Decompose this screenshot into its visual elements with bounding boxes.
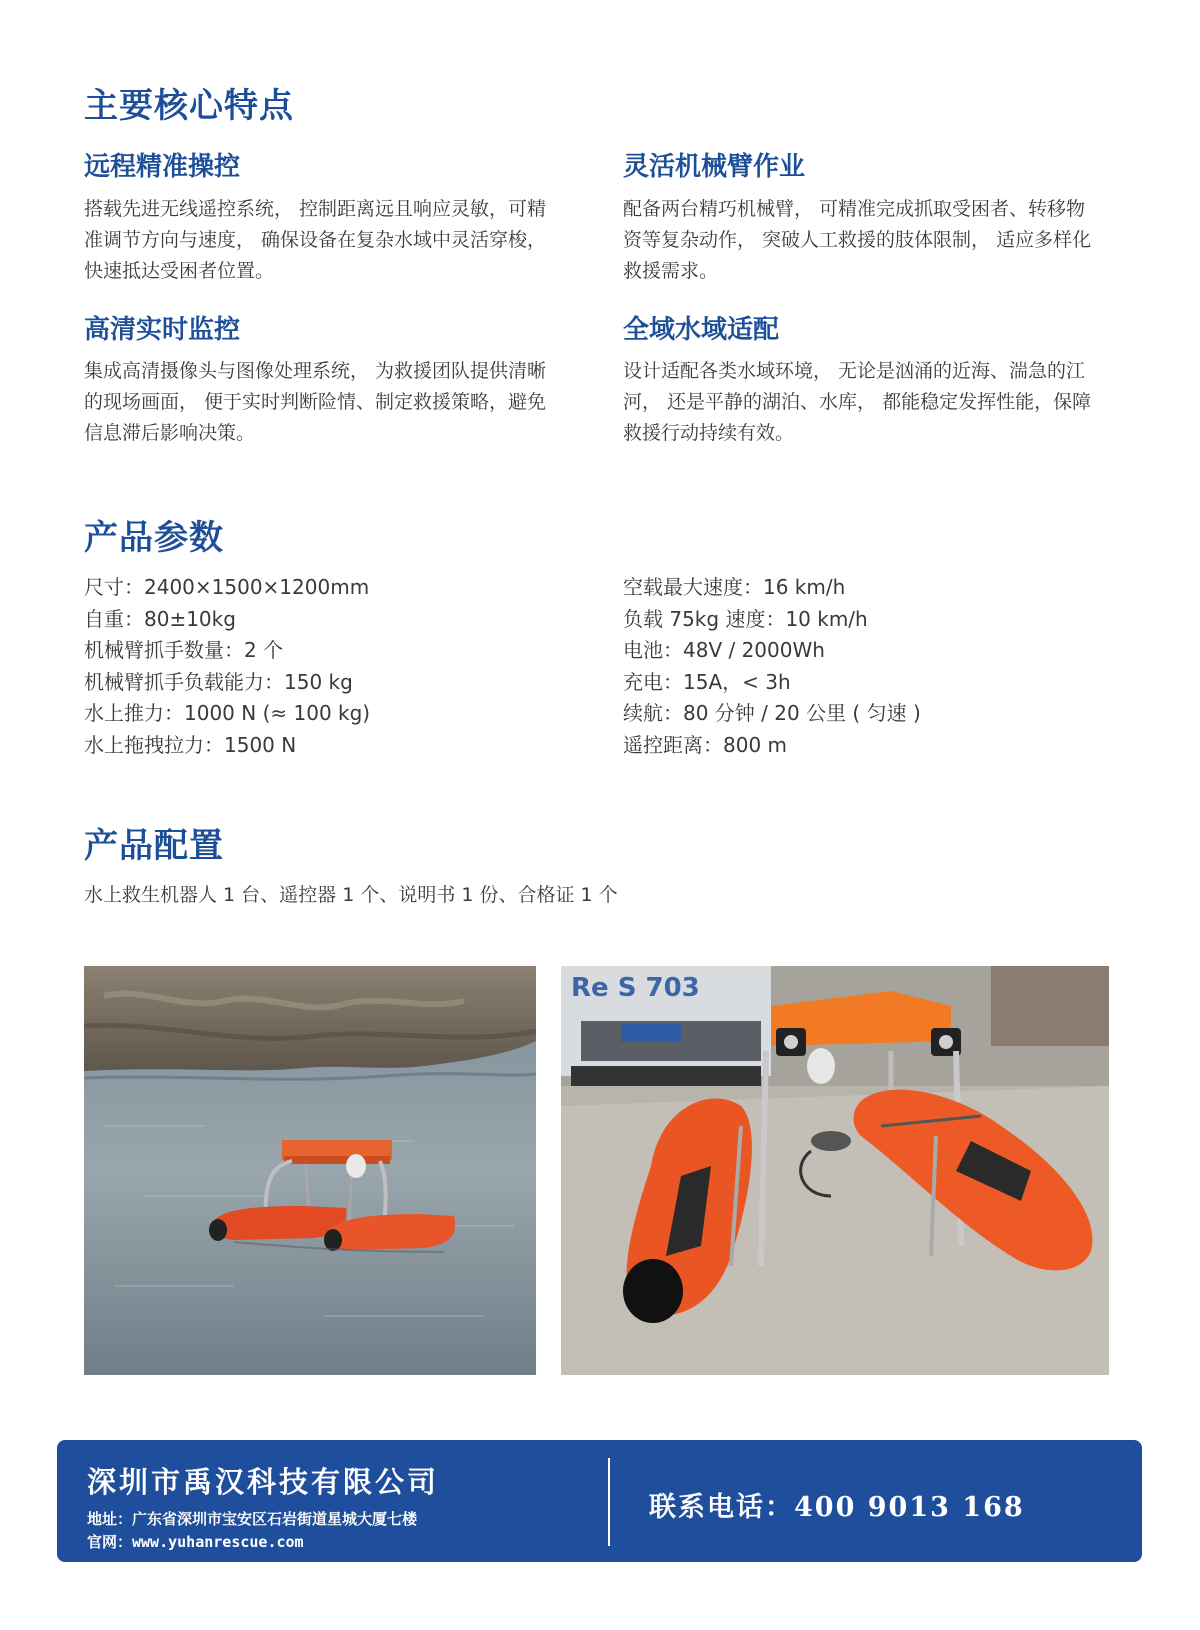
params-right-list (623, 572, 921, 761)
boat-on-ground-illustration (561, 966, 1109, 1375)
param-size: 尺寸：2400×1500×1200mm (84, 575, 370, 599)
footer-company-name: 深圳市禹汉科技有限公司 (87, 1465, 440, 1499)
footer-banner (57, 1440, 1142, 1562)
config-body: 水上救生机器人 1 台、遥控器 1 个、说明书 1 份、合格证 1 个 (84, 884, 618, 906)
feature-title-remote-control: 远程精准操控 (84, 152, 241, 182)
param-towing: 水上拖拽拉力：1500 N (84, 732, 297, 757)
boat-on-lake-illustration (84, 966, 536, 1375)
param-remote-range: 遥控距离：800 m (623, 732, 788, 757)
footer-address: 地址：广东省深圳市宝安区石岩街道星城大厦七楼 (87, 1510, 418, 1528)
footer-phone: 联系电话：400 9013 168 (649, 1492, 1025, 1523)
photo-boat-on-lake (84, 966, 536, 1375)
param-charging: 充电：15A，< 3h (623, 669, 791, 694)
param-load-speed: 负载 75kg 速度：10 km/h (623, 606, 868, 631)
param-weight: 自重：80±10kg (84, 606, 236, 631)
params-title: 产品参数 (84, 518, 224, 558)
truck-plate-text: Re S 703 (571, 973, 700, 1003)
photo-boat-on-ground (561, 966, 1109, 1375)
param-arm-load: 机械臂抓手负载能力：150 kg (84, 669, 353, 694)
footer-divider (608, 1458, 610, 1546)
footer-website: 官网：www.yuhanrescue.com (87, 1533, 304, 1551)
features-title: 主要核心特点 (84, 86, 294, 126)
param-max-speed: 空载最大速度：16 km/h (623, 575, 846, 599)
feature-title-all-water: 全域水域适配 (623, 315, 780, 345)
feature-body-robot-arm: 配备两台精巧机械臂， 可精准完成抓取受困者、转移物资等复杂动作， 突破人工救援的肢体限制， 适应多样化救援需求。 (623, 198, 1092, 282)
feature-body-hd-monitor: 集成高清摄像头与图像处理系统， 为救援团队提供清晰的现场画面， 便于实时判断险情、制定救援策略，避免信息滞后影响决策。 (84, 360, 547, 444)
param-battery: 电池：48V / 2000Wh (623, 638, 825, 662)
feature-body-remote-control: 搭载先进无线遥控系统， 控制距离远且响应灵敏，可精准调节方向与速度， 确保设备在复杂水域中灵活穿梭，快速抵达受困者位置。 (84, 198, 547, 282)
params-left-list (84, 572, 370, 761)
feature-title-robot-arm: 灵活机械臂作业 (623, 152, 806, 182)
config-title: 产品配置 (84, 826, 224, 866)
param-endurance: 续航：80 分钟 / 20 公里 ( 匀速 ) (623, 701, 921, 725)
feature-body-all-water: 设计适配各类水域环境， 无论是汹涌的近海、湍急的江河， 还是平静的湖泊、水库， 都能稳定发挥性能，保障救援行动持续有效。 (623, 360, 1092, 444)
param-arm-count: 机械臂抓手数量：2 个 (84, 638, 284, 662)
param-thrust: 水上推力：1000 N (≈ 100 kg) (84, 701, 371, 725)
feature-title-hd-monitor: 高清实时监控 (84, 315, 241, 345)
